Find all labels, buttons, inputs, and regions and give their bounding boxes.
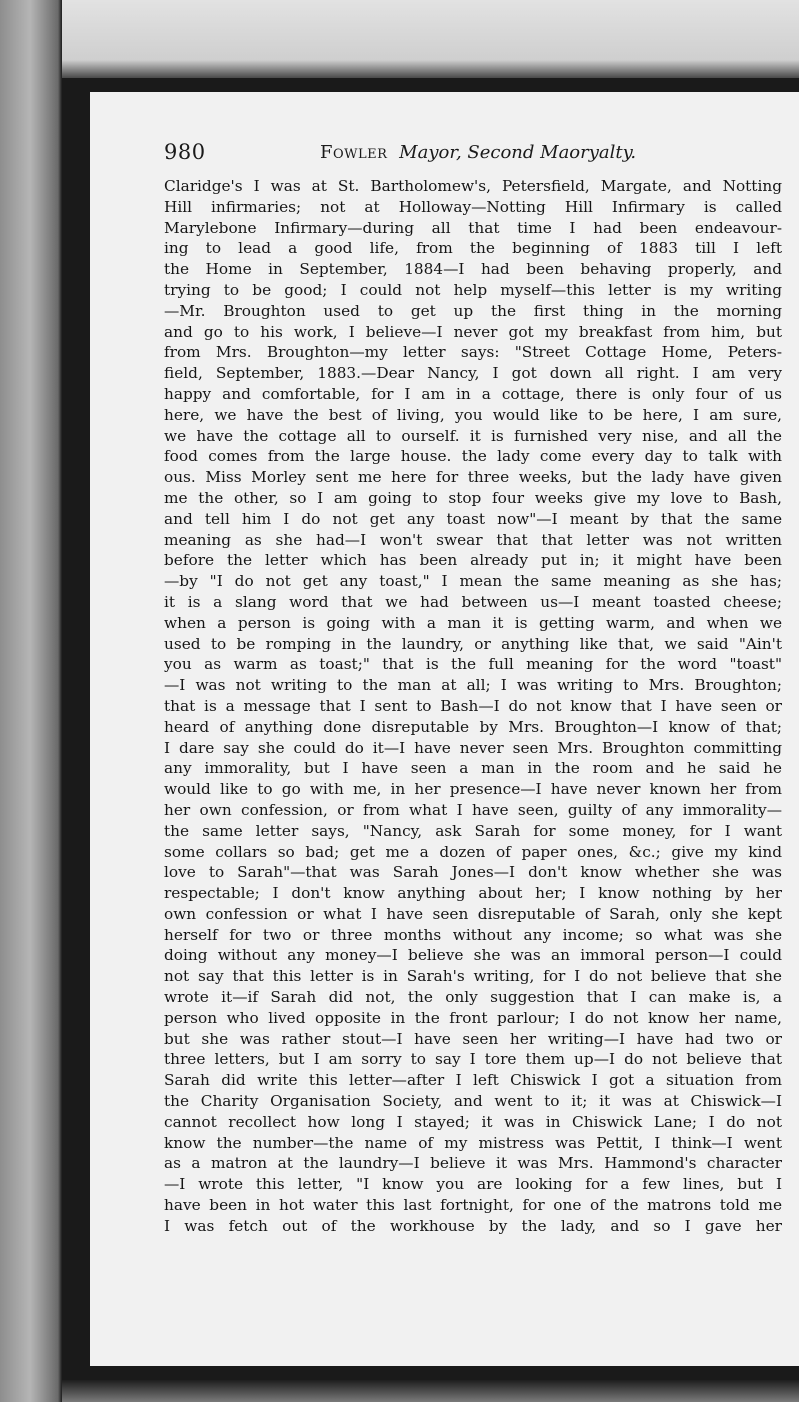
text-line: have been in hot water this last fortnight, for one of the matrons told me	[164, 1196, 782, 1215]
text-line: her own confession, or from what I have seen, guilty of any immorality—	[164, 800, 782, 819]
text-line: Sarah did write this letter—after I left Chiswick I got a situation from	[164, 1071, 782, 1090]
text-line: any immorality, but I have seen a man in the room and he said he	[164, 759, 782, 778]
text-line: own confession or what I have seen disreputable of Sarah, only she kept	[164, 904, 782, 923]
book-page	[90, 92, 799, 1366]
text-line: would like to go with me, in her presence—I have never known her from	[164, 780, 782, 799]
text-line: ous. Miss Morley sent me here for three weeks, but the lady have given	[164, 468, 782, 487]
text-line: three letters, but I am sorry to say I tore them up—I do not believe that	[164, 1050, 782, 1069]
text-line: but she was rather stout—I have seen her writing—I have had two or	[164, 1029, 782, 1048]
scan-bottom-edge	[62, 1380, 799, 1402]
text-line: when a person is going with a man it is getting warm, and when we	[164, 613, 782, 632]
text-line: —Mr. Broughton used to get up the first thing in the morning	[164, 301, 782, 320]
text-line: here, we have the best of living, you would like to be here, I am sure,	[164, 405, 782, 424]
text-line: you as warm as toast;" that is the full meaning for the word "toast"	[164, 655, 782, 674]
text-line: ing to lead a good life, from the beginning of 1883 till I left	[164, 239, 782, 258]
text-line: me the other, so I am going to stop four weeks give my love to Bash,	[164, 488, 782, 507]
text-line: —I wrote this letter, "I know you are looking for a few lines, but I	[164, 1175, 782, 1194]
text-line: not say that this letter is in Sarah's writing, for I do not believe that she	[164, 967, 782, 986]
running-head-name: Fowler	[320, 142, 388, 163]
text-line: happy and comfortable, for I am in a cottage, there is only four of us	[164, 384, 782, 403]
page-number: 980	[164, 140, 206, 164]
page-header	[164, 140, 782, 176]
text-line: doing without any money—I believe she was an immoral person—I could	[164, 946, 782, 965]
text-line: Hill infirmaries; not at Holloway—Notting Hill Infirmary is called	[164, 197, 782, 216]
book-gutter	[0, 0, 62, 1402]
text-line: food comes from the large house. the lady come every day to talk with	[164, 447, 782, 466]
text-line: heard of anything done disreputable by Mrs. Broughton—I know of that;	[164, 717, 782, 736]
text-line: cannot recollect how long I stayed; it was in Chiswick Lane; I do not	[164, 1112, 782, 1131]
body-text	[164, 176, 782, 1237]
text-line: from Mrs. Broughton—my letter says: "Street Cottage Home, Peters-	[164, 343, 782, 362]
running-head	[320, 142, 636, 163]
text-line: love to Sarah"—that was Sarah Jones—I don't know whether she was	[164, 863, 782, 882]
text-line: the Home in September, 1884—I had been behaving properly, and	[164, 260, 782, 279]
text-line: and go to his work, I believe—I never got my breakfast from him, but	[164, 322, 782, 341]
text-line: I dare say she could do it—I have never seen Mrs. Broughton committing	[164, 738, 782, 757]
text-line: used to be romping in the laundry, or anything like that, we said "Ain't	[164, 634, 782, 653]
text-line: person who lived opposite in the front parlour; I do not know her name,	[164, 1008, 782, 1027]
text-line: meaning as she had—I won't swear that that letter was not written	[164, 530, 782, 549]
text-line: herself for two or three months without any income; so what was she	[164, 925, 782, 944]
text-line: Claridge's I was at St. Bartholomew's, Petersfield, Margate, and Notting	[164, 177, 782, 195]
text-line: I was fetch out of the workhouse by the lady, and so I gave her	[164, 1216, 782, 1235]
page-content	[164, 140, 782, 1237]
text-line: as a matron at the laundry—I believe it was Mrs. Hammond's character	[164, 1154, 782, 1173]
text-line: Marylebone Infirmary—during all that time I had been endeavour-	[164, 218, 782, 237]
text-line: before the letter which has been already put in; it might have been	[164, 551, 782, 570]
text-line: —by "I do not get any toast," I mean the same meaning as she has;	[164, 572, 782, 591]
text-line: the same letter says, "Nancy, ask Sarah for some money, for I want	[164, 821, 782, 840]
text-line: we have the cottage all to ourself. it is furnished very nise, and all the	[164, 426, 782, 445]
text-line: —I was not writing to the man at all; I was writing to Mrs. Broughton;	[164, 676, 782, 695]
text-line: some collars so bad; get me a dozen of paper ones, &c.; give my kind	[164, 842, 782, 861]
running-head-title: Mayor, Second Maoryalty.	[399, 142, 637, 163]
text-line: field, September, 1883.—Dear Nancy, I got down all right. I am very	[164, 364, 782, 383]
text-line: know the number—the name of my mistress was Pettit, I think—I went	[164, 1133, 782, 1152]
text-line: wrote it—if Sarah did not, the only suggestion that I can make is, a	[164, 988, 782, 1007]
text-line: trying to be good; I could not help myself—this letter is my writing	[164, 280, 782, 299]
text-line: that is a message that I sent to Bash—I do not know that I have seen or	[164, 696, 782, 715]
text-line: it is a slang word that we had between us—I meant toasted cheese;	[164, 592, 782, 611]
text-line: and tell him I do not get any toast now"—I meant by that the same	[164, 509, 782, 528]
scan-top-edge	[60, 0, 799, 80]
text-line: the Charity Organisation Society, and went to it; it was at Chiswick—I	[164, 1092, 782, 1111]
text-line: respectable; I don't know anything about her; I know nothing by her	[164, 884, 782, 903]
